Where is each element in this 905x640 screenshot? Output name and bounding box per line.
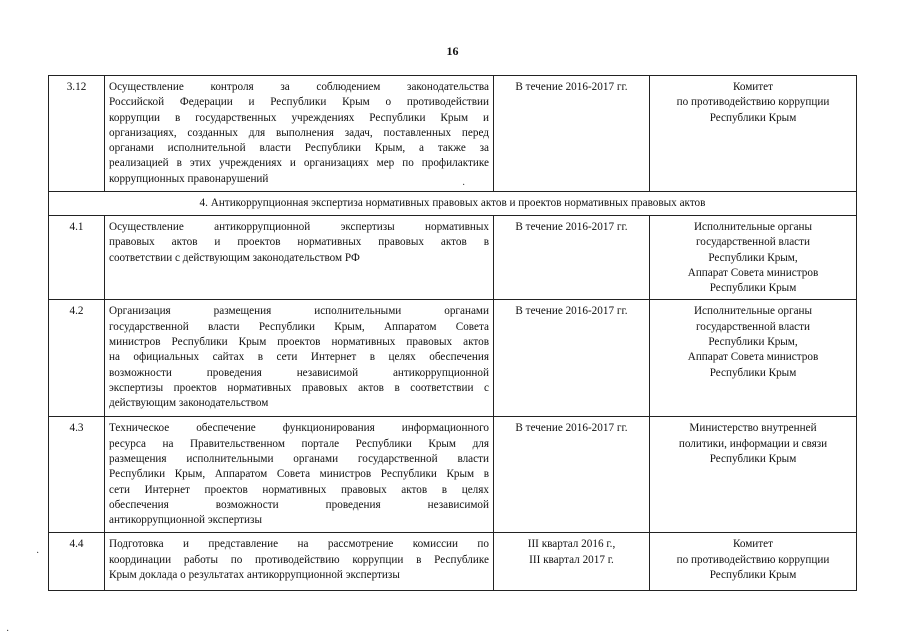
description-line: ресурса на Правительственном портале Республики Крым для: [109, 437, 489, 450]
item-term: [494, 76, 650, 192]
item-number: 3.12: [49, 76, 105, 192]
responsible-line: политики, информации и связи: [678, 437, 828, 450]
measures-table: [48, 75, 857, 591]
page-number: 16: [446, 44, 459, 58]
description-line: координации работы по противодействию коррупции в Республике: [109, 553, 489, 566]
term-line: В течение 2016-2017 гг.: [515, 422, 628, 435]
description-line: коррупционных правонарушений: [109, 172, 269, 185]
description-line: экспертизы проектов нормативных правовых актов в соответствии с: [109, 381, 489, 394]
term-line: III квартал 2016 г.,: [527, 538, 616, 551]
responsible-line: Аппарат Совета министров: [687, 351, 819, 364]
item-responsible: [650, 533, 857, 591]
item-description: [105, 76, 494, 192]
responsible-line: Исполнительные органы: [693, 305, 813, 318]
description-line: правовых актов и проектов нормативных правовых актов в: [109, 236, 489, 249]
section-title: 4. Антикоррупционная экспертиза нормативных правовых актов и проектов нормативных правовых актов: [49, 192, 857, 216]
responsible-line: государственной власти: [695, 236, 811, 249]
responsible-line: по противодействию коррупции: [676, 553, 830, 566]
description-line: действующим законодательством: [109, 397, 269, 410]
responsible-line: Аппарат Совета министров: [687, 266, 819, 279]
description-line: коррупции в государственных учреждениях Республики Крым и: [109, 111, 489, 124]
table-row: [49, 533, 857, 591]
item-responsible: [650, 216, 857, 300]
description-line: Крым доклада о результатах антикоррупционной экспертизы: [109, 569, 400, 582]
responsible-line: Исполнительные органы: [693, 221, 813, 233]
responsible-line: по противодействию коррупции: [676, 96, 830, 109]
scan-speck: ·: [6, 626, 10, 637]
item-term: [494, 533, 650, 591]
responsible-line: Комитет: [732, 538, 774, 551]
table-row: [49, 417, 857, 533]
item-responsible: [650, 417, 857, 533]
term-line: III квартал 2017 г.: [529, 553, 614, 566]
item-number: 4.2: [49, 300, 105, 417]
responsible-line: Министерство внутренней: [689, 422, 817, 435]
term-line: В течение 2016-2017 гг.: [515, 305, 628, 318]
table-row: [49, 216, 857, 300]
responsible-line: Республики Крым: [709, 569, 797, 582]
term-line: В течение 2016-2017 гг.: [515, 221, 628, 233]
description-line: Техническое обеспечение функционирования информационного: [109, 422, 489, 435]
responsible-line: государственной власти: [695, 320, 811, 333]
description-line: Осуществление контроля за соблюдением законодательства: [109, 81, 489, 93]
table-row: [49, 76, 857, 192]
item-term: [494, 417, 650, 533]
item-term: [494, 216, 650, 300]
item-responsible: [650, 300, 857, 417]
description-line: антикоррупционной экспертизы: [109, 514, 262, 527]
item-number: 4.1: [49, 216, 105, 300]
description-line: Организация размещения исполнительными органами: [109, 305, 489, 318]
responsible-line: Республики Крым: [709, 366, 797, 379]
description-line: возможности проведения независимой антикоррупционной: [109, 366, 489, 379]
item-term: [494, 300, 650, 417]
table-row: [49, 300, 857, 417]
responsible-line: Республики Крым: [709, 453, 797, 466]
section-row: [49, 192, 857, 216]
description-line: реализацией в этих учреждениях и организациях мер по профилактике: [109, 157, 489, 170]
term-line: В течение 2016-2017 гг.: [515, 81, 628, 93]
item-number: 4.4: [49, 533, 105, 591]
description-line: сети Интернет проектов нормативных правовых актов в целях: [109, 483, 489, 496]
description-line: размещения исполнительными органами государственной власти: [109, 453, 489, 466]
description-line: Республики Крым, Аппаратом Совета министров Республики Крым в: [109, 468, 489, 481]
scan-speck: ·: [36, 548, 40, 559]
description-line: государственной власти Республики Крым, Аппаратом Совета: [109, 320, 489, 333]
description-line: соответствии с действующим законодательством РФ: [109, 251, 360, 264]
description-line: Подготовка и представление на рассмотрение комиссии по: [109, 538, 489, 551]
description-line: организациях, созданных для выполнения задач, поставленных перед: [109, 126, 489, 139]
description-line: органами исполнительной власти Республики Крым, а также за: [109, 142, 489, 155]
description-line: министров Республики Крым проектов нормативных правовых актов: [109, 336, 489, 349]
responsible-line: Комитет: [732, 81, 774, 93]
description-line: на официальных сайтах в сети Интернет в целях обеспечения: [109, 351, 489, 364]
scan-speck: ·: [462, 180, 466, 191]
item-number: 4.3: [49, 417, 105, 533]
responsible-line: Республики Крым: [709, 282, 797, 295]
description-line: Осуществление антикоррупционной экспертизы нормативных: [109, 221, 489, 233]
description-line: Российской Федерации и Республики Крым о противодействии: [109, 96, 489, 109]
description-line: обеспечения возможности проведения независимой: [109, 498, 489, 511]
responsible-line: Республики Крым,: [708, 251, 798, 264]
item-description: [105, 417, 494, 533]
table-body: [49, 76, 857, 591]
item-description: [105, 533, 494, 591]
item-description: [105, 216, 494, 300]
item-description: [105, 300, 494, 417]
item-responsible: [650, 76, 857, 192]
responsible-line: Республики Крым: [709, 111, 797, 124]
responsible-line: Республики Крым,: [708, 336, 798, 349]
